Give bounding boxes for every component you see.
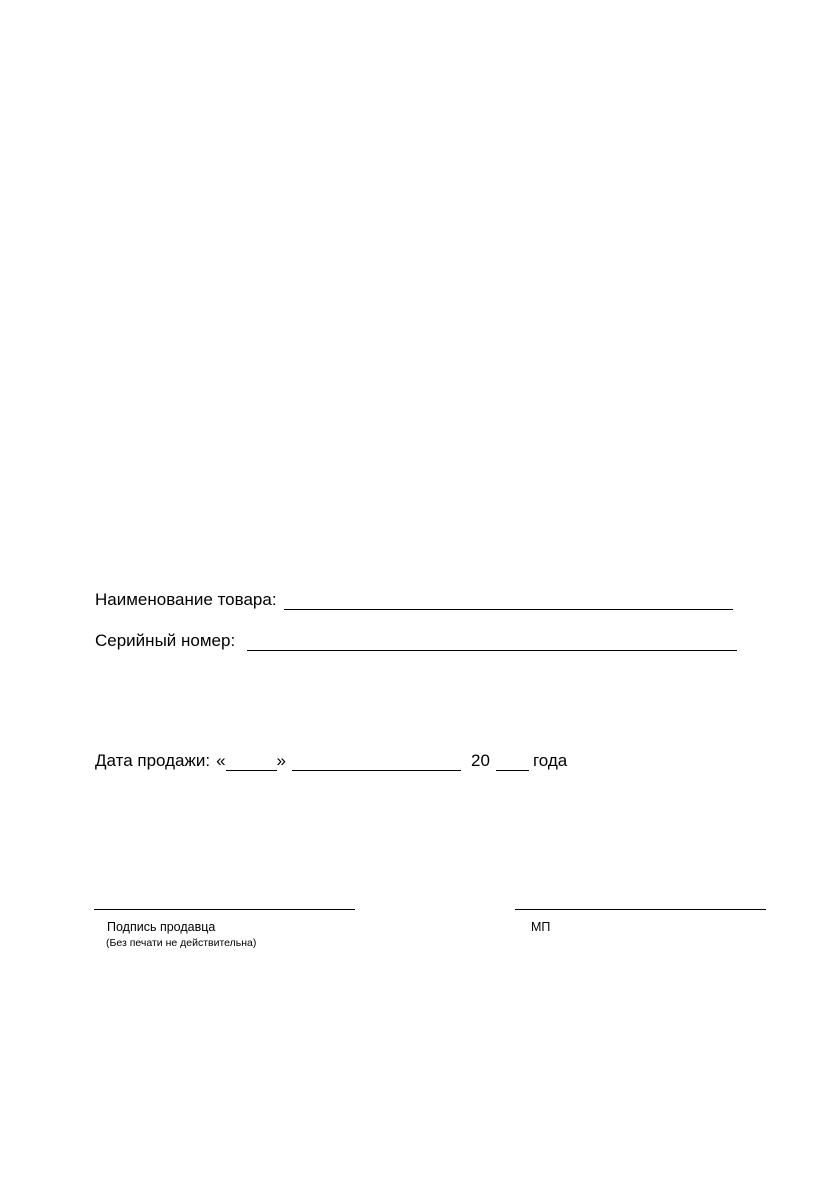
- stamp-line[interactable]: [515, 909, 766, 910]
- product-name-label: Наименование товара:: [95, 590, 277, 609]
- seller-signature-label: Подпись продавца: [107, 920, 216, 934]
- serial-number-field[interactable]: [247, 634, 737, 651]
- open-quote: «: [216, 751, 226, 770]
- product-name-field[interactable]: [284, 593, 733, 610]
- sale-day-field[interactable]: [226, 754, 277, 771]
- serial-number-row: [95, 631, 737, 651]
- seller-signature-line[interactable]: [94, 909, 355, 910]
- sale-year-field[interactable]: [496, 754, 529, 771]
- product-name-row: [95, 590, 733, 610]
- stamp-label: МП: [531, 920, 551, 934]
- sale-date-label: Дата продажи:: [95, 751, 211, 770]
- seller-signature-note: (Без печати не действительна): [106, 937, 257, 949]
- serial-number-label: Серийный номер:: [95, 631, 236, 650]
- close-quote: »: [276, 751, 287, 770]
- sale-century: 20: [471, 751, 490, 770]
- year-word: года: [532, 751, 568, 770]
- sale-month-field[interactable]: [292, 754, 461, 771]
- sale-date-row: [95, 751, 567, 771]
